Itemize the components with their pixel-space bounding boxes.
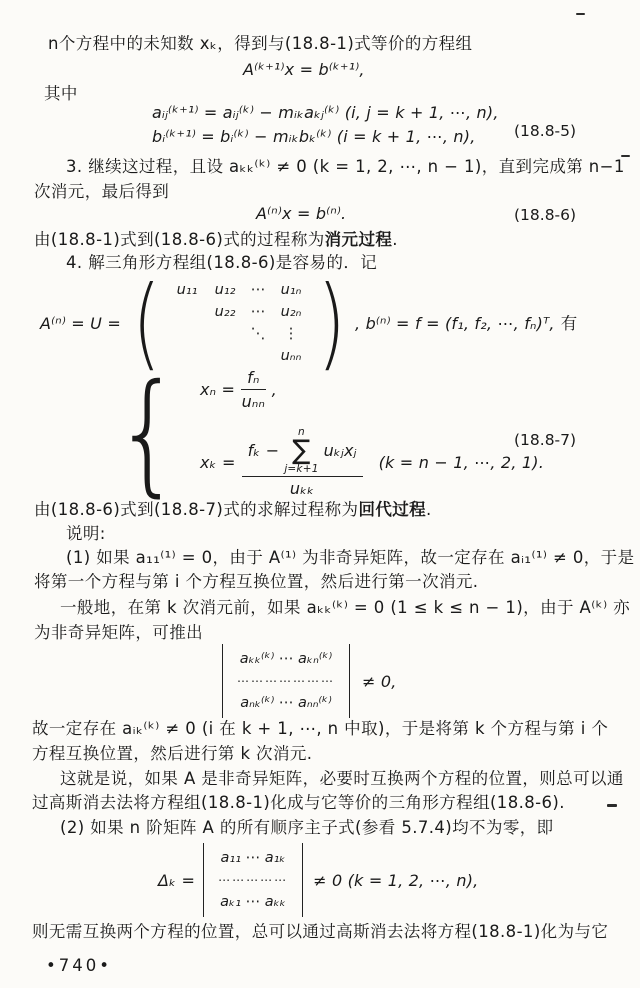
eq-18-8-6: A⁽ⁿ⁾x = b⁽ⁿ⁾. (256, 204, 347, 223)
back-substitution-equations (200, 368, 544, 498)
para-pivot-line2: 方程互换位置，然后进行第 k 次消元. (32, 744, 313, 763)
eq-x-n (200, 368, 544, 411)
para-back-substitution (34, 499, 432, 520)
matrix-cell: uₙₙ (280, 348, 302, 364)
page-number: •740• (46, 956, 112, 975)
det-dots-row: ⋯⋯⋯⋯⋯⋯⋯ (237, 674, 335, 688)
matrix-lhs: A⁽ⁿ⁾ = U = (40, 313, 121, 333)
para-remark1-line1: (1) 如果 a₁₁⁽¹⁾ = 0，由于 A⁽¹⁾ 为非奇异矩阵，故一定存在 aᵢ₁⁽¹⁾ ≠ 0，于是 (66, 548, 635, 567)
det-row: a₁₁ ⋯ a₁ₖ (220, 850, 286, 866)
det-row: aₙₖ⁽ᵏ⁾ ⋯ aₙₙ⁽ᵏ⁾ (240, 695, 332, 711)
para-general-line2: 为非奇异矩阵，可推出 (34, 623, 203, 642)
scan-mark-top (576, 13, 585, 15)
determinant-body (203, 843, 303, 917)
sum-upper-limit: n (298, 426, 305, 438)
fraction-fn-unn (241, 368, 265, 411)
x-n-lhs: xₙ = (199, 380, 236, 399)
para-item3-line1: 3. 继续这过程，且设 aₖₖ⁽ᵏ⁾ ≠ 0 (k = 1, 2, ⋯, n − 1)，直到完成第 n−1 (66, 157, 625, 176)
range-condition: (k = n − 1, ⋯, 2, 1). (378, 453, 544, 472)
nonzero-condition: ≠ 0 (k = 1, 2, ⋯, n), (313, 870, 479, 890)
fraction-numerator (242, 427, 363, 477)
fraction-denominator: uₙₙ (241, 392, 266, 411)
comma: , (271, 380, 277, 399)
upper-triangular-matrix (168, 279, 310, 367)
det-dots-row: ⋯⋯⋯⋯⋯ (218, 873, 289, 887)
matrix-cell: ⋱ (250, 326, 266, 342)
para-remark1-line2: 将第一个方程与第 i 个方程互换位置，然后进行第一次消元. (34, 572, 479, 591)
scan-mark-right-lower (607, 804, 617, 807)
para-item4: 4. 解三角形方程组(18.8-6)是容易的．记 (66, 253, 378, 272)
fraction-xk (242, 427, 363, 498)
para-conclusion-line2: 过高斯消去法将方程组(18.8-1)化成与它等价的三角形方程组(18.8-6). (32, 793, 565, 812)
determinant-body (222, 644, 350, 718)
eq-x-k (200, 427, 544, 498)
back-post-text: . (426, 500, 432, 519)
summation (284, 427, 318, 474)
matrix-cell: ⋯ (250, 282, 266, 298)
eq-18-8-5-line2: bᵢ⁽ᵏ⁺¹⁾ = bᵢ⁽ᵏ⁾ − mᵢₖbₖ⁽ᵏ⁾ (i = k + 1, ⋯, n), (152, 127, 476, 146)
para-remark2: (2) 如果 n 阶矩阵 A 的所有顺序主子式(参看 5.7.4)均不为零，即 (60, 818, 554, 837)
left-paren-icon: ( (132, 264, 161, 381)
matrix-cell: u₂ₙ (280, 304, 302, 320)
matrix-cell: u₁₂ (214, 282, 236, 298)
para-general-line1: 一般地，在第 k 次消元前，如果 aₖₖ⁽ᵏ⁾ = 0 (1 ≤ k ≤ n − 1)，由于 A⁽ᵏ⁾ 亦 (60, 598, 631, 617)
elim-post-text: . (392, 230, 398, 249)
det-row: aₖₖ⁽ᵏ⁾ ⋯ aₖₙ⁽ᵏ⁾ (239, 651, 333, 667)
det-row: aₖ₁ ⋯ aₖₖ (220, 894, 286, 910)
x-k-lhs: xₖ = (199, 453, 236, 472)
matrix-cell: ⋯ (250, 304, 266, 320)
eq-label-18-8-7: (18.8-7) (514, 431, 577, 449)
matrix-rhs-cjk: 有 (560, 313, 578, 333)
matrix-cell: u₂₂ (214, 304, 236, 320)
matrix-rhs: , b⁽ⁿ⁾ = f = (f₁, f₂, ⋯, fₙ)ᵀ, (355, 313, 555, 333)
right-paren-icon: ) (317, 264, 346, 381)
sigma-icon: ∑ (292, 434, 311, 466)
back-pre-text: 由(18.8-6)式到(18.8-7)式的求解过程称为 (34, 500, 359, 519)
elim-pre-text: 由(18.8-1)式到(18.8-6)式的过程称为 (34, 230, 325, 249)
num-post: uₖⱼxⱼ (323, 441, 357, 460)
para-elimination-process (34, 229, 398, 250)
eq-label-18-8-6: (18.8-6) (514, 206, 577, 224)
fraction-denominator: uₖₖ (289, 479, 315, 498)
para-conclusion-line1: 这就是说，如果 A 是非奇异矩阵，必要时互换两个方程的位置，则总可以通 (60, 769, 624, 788)
minor-determinant (222, 644, 397, 718)
num-pre: fₖ − (247, 441, 280, 460)
nonzero-condition: ≠ 0, (362, 671, 397, 691)
para-remarks-heading: 说明: (66, 524, 106, 543)
matrix-cell: ⋮ (283, 326, 299, 342)
matrix-cell: u₁₁ (176, 282, 198, 298)
para-qizhong: 其中 (44, 84, 78, 103)
para-item3-line2: 次消元，最后得到 (34, 182, 170, 201)
eq-18-8-5-line1: aᵢⱼ⁽ᵏ⁺¹⁾ = aᵢⱼ⁽ᵏ⁾ − mᵢₖaₖⱼ⁽ᵏ⁾ (i, j = k + 1, ⋯, n), (152, 103, 499, 122)
delta-k-lhs: Δₖ = (158, 870, 196, 890)
back-term: 回代过程 (358, 500, 427, 519)
eq-elimination-step: A⁽ᵏ⁺¹⁾x = b⁽ᵏ⁺¹⁾, (243, 60, 365, 79)
para-pivot-line1: 故一定存在 aᵢₖ⁽ᵏ⁾ ≠ 0 (i 在 k + 1, ⋯, n 中取)，于是将第 k 个方程与第 i 个 (32, 719, 609, 738)
leading-principal-minor (158, 843, 478, 917)
fraction-numerator: fₙ (241, 368, 265, 390)
para-final: 则无需互换两个方程的位置，总可以通过高斯消去法将方程(18.8-1)化为与它 (32, 922, 609, 941)
matrix-cell: u₁ₙ (280, 282, 302, 298)
elim-term: 消元过程 (324, 230, 393, 249)
sum-lower-limit: j=k+1 (284, 462, 319, 475)
para-intro: n个方程中的未知数 xₖ，得到与(18.8-1)式等价的方程组 (48, 34, 473, 53)
left-brace-icon: { (114, 356, 182, 510)
eq-label-18-8-5: (18.8-5) (514, 122, 577, 140)
